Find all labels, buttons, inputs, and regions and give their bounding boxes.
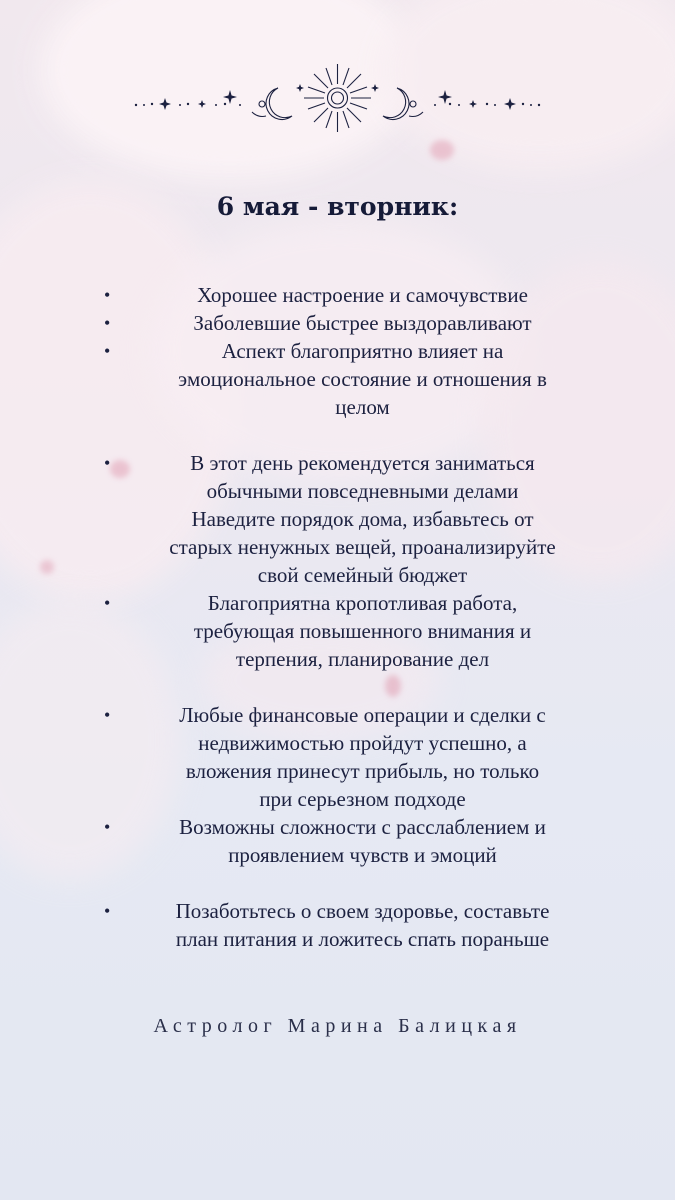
list-item-line: Хорошее настроение и самочувствие [197,283,528,307]
list-item-line: Возможны сложности с расслаблением и [179,815,546,839]
list-item [100,449,600,589]
list-item [100,309,600,337]
list-item-line: эмоциональное состояние и отношения в [178,367,547,391]
list-item-line: недвижимостью пройдут успешно, а [198,731,527,755]
bullet-icon: • [104,593,111,613]
list-item-line: Аспект благоприятно влияет на [221,339,504,363]
list-item [100,589,600,673]
list-item-line: при серьезном подходе [259,787,466,811]
list-item-line: В этот день рекомендуется заниматься [190,451,535,475]
list-item [100,337,600,421]
bullet-icon: • [104,817,111,837]
bullet-icon: • [104,313,111,333]
list-item-line: вложения принесут прибыль, но только [185,759,540,783]
list-item [100,701,600,813]
list-item-line: Заболевшие быстрее выздоравливают [193,311,532,335]
paragraph-spacer [100,421,600,449]
bullet-icon: • [104,705,111,725]
list-item-line: целом [335,395,390,419]
celestial-sun-moon-ornament-icon [130,60,545,140]
list-item-line: свой семейный бюджет [257,563,468,587]
paragraph-spacer [100,869,600,897]
paragraph-spacer [100,673,600,701]
list-item-line: Благоприятна кропотливая работа, [207,591,518,615]
bullet-icon: • [104,341,111,361]
bullet-icon: • [104,285,111,305]
blossom-petal [430,140,454,160]
list-item-line: план питания и ложитесь спать пораньше [175,927,550,951]
list-item-line: Позаботьтесь о своем здоровье, составьте [175,899,550,923]
list-item [100,813,600,869]
list-item-line: старых ненужных вещей, проанализируйте [169,535,556,559]
list-item-line: обычными повседневными делами [206,479,519,503]
list-item-line: проявлением чувств и эмоций [228,843,497,867]
list-item-line: требующая повышенного внимания и [193,619,532,643]
list-item-line: Любые финансовые операции и сделки с [179,703,546,727]
list-item-line: терпения, планирование дел [235,647,490,671]
blossom-petal [40,560,54,574]
author-signature: Астролог Марина Балицкая [153,1015,522,1037]
list-item-line: Наведите порядок дома, избавьтесь от [191,507,534,531]
bullet-icon: • [104,901,111,921]
list-item [100,281,600,309]
bullet-icon: • [104,453,111,473]
page-title: 6 мая - вторник: [216,192,459,221]
forecast-list [100,281,600,953]
list-item [100,897,600,953]
